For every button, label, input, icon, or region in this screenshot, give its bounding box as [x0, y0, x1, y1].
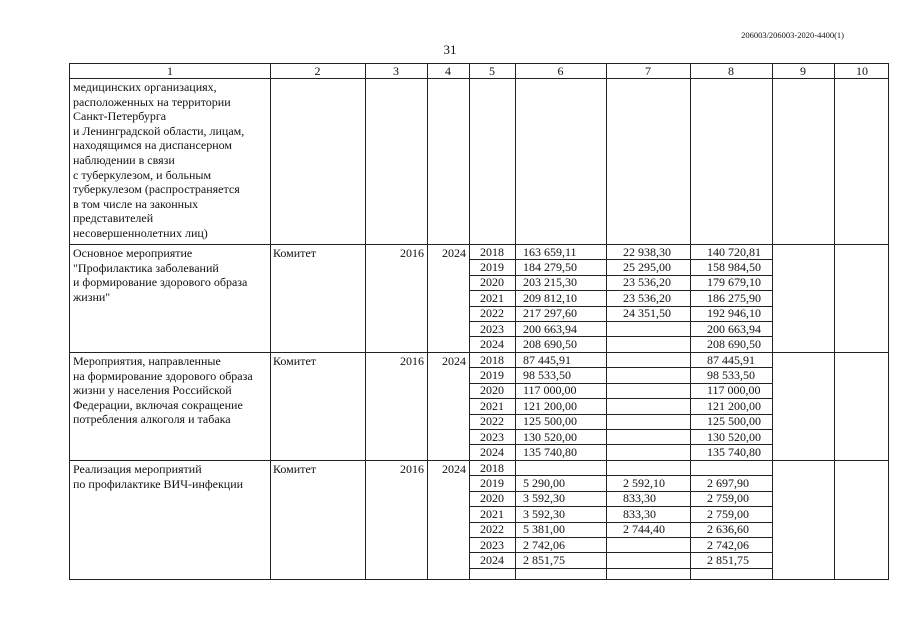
year-cell: 2021 [480, 398, 504, 413]
column-header-8: 8 [728, 64, 734, 78]
regional-amount: 87 445,91 [707, 352, 755, 367]
year-cell: 2018 [480, 460, 504, 475]
start-year: 2016 [400, 462, 424, 476]
year-cell: 2024 [480, 336, 504, 351]
total-amount: 203 215,30 [523, 275, 577, 290]
column-header-2: 2 [314, 64, 321, 78]
federal-amount: 25 295,00 [623, 259, 671, 274]
start-year: 2016 [400, 354, 424, 368]
total-amount: 125 500,00 [523, 414, 577, 429]
event-name: Мероприятия, направленные на формирование здорового образа жизни у населения Российской Федерации, включая сокращение потребления алкоголя и табака [73, 354, 253, 427]
regional-amount: 98 533,50 [707, 367, 755, 382]
column-header-3: 3 [393, 64, 399, 78]
column-divider [427, 64, 428, 579]
total-amount: 98 533,50 [523, 367, 571, 382]
year-cell: 2024 [480, 552, 504, 567]
end-year: 2024 [442, 462, 466, 476]
year-cell: 2022 [480, 306, 504, 321]
column-header-7: 7 [645, 64, 651, 78]
federal-amount: 22 938,30 [623, 244, 671, 259]
regional-amount: 121 200,00 [707, 398, 761, 413]
page-number: 31 [443, 42, 457, 57]
year-cell: 2023 [480, 429, 504, 444]
year-cell: 2020 [480, 491, 504, 506]
total-amount: 130 520,00 [523, 429, 577, 444]
year-cell: 2024 [480, 444, 504, 459]
year-cell: 2019 [480, 259, 504, 274]
year-row-divider [469, 568, 772, 569]
end-year: 2024 [442, 246, 466, 260]
federal-amount: 23 536,20 [623, 290, 671, 305]
regional-amount: 2 759,00 [707, 506, 749, 521]
event-name: Основное мероприятие "Профилактика заболеваний и формирование здорового образа жизни" [73, 246, 248, 304]
header-divider [70, 78, 888, 79]
column-header-6: 6 [557, 64, 564, 78]
regional-amount: 200 663,94 [707, 321, 761, 336]
total-amount: 3 592,30 [523, 491, 565, 506]
total-amount: 5 290,00 [523, 475, 565, 490]
column-divider [270, 64, 271, 579]
regional-amount: 125 500,00 [707, 414, 761, 429]
column-header-4: 4 [445, 64, 451, 78]
total-amount: 5 381,00 [523, 522, 565, 537]
budget-table [69, 63, 889, 580]
continuation-description: медицинских организациях, расположенных на территории Санкт-Петербурга и Ленинградской области, лицам, находящимся на диспансерном наблюдении в связи с туберкулезом, и больным туберкулезом (распространяется в том числе на законных представителей несовершеннолетних лиц) [73, 80, 245, 240]
federal-amount: 24 351,50 [623, 306, 671, 321]
federal-amount: 2 744,40 [623, 522, 665, 537]
total-amount: 184 279,50 [523, 259, 577, 274]
total-amount: 121 200,00 [523, 398, 577, 413]
total-amount: 87 445,91 [523, 352, 571, 367]
regional-amount: 192 946,10 [707, 306, 761, 321]
regional-amount: 2 697,90 [707, 475, 749, 490]
column-divider [834, 64, 835, 579]
column-header-5: 5 [489, 64, 495, 78]
executor: Комитет [273, 354, 317, 368]
total-amount: 209 812,10 [523, 290, 577, 305]
regional-amount: 179 679,10 [707, 275, 761, 290]
year-cell: 2022 [480, 522, 504, 537]
regional-amount: 186 275,90 [707, 290, 761, 305]
total-amount: 117 000,00 [523, 383, 577, 398]
regional-amount: 2 742,06 [707, 537, 749, 552]
total-amount: 163 659,11 [523, 244, 577, 259]
year-cell: 2020 [480, 275, 504, 290]
regional-amount: 140 720,81 [707, 244, 761, 259]
federal-amount: 833,30 [623, 506, 656, 521]
year-cell: 2023 [480, 321, 504, 336]
year-cell: 2021 [480, 290, 504, 305]
total-amount: 2 742,06 [523, 537, 565, 552]
regional-amount: 158 984,50 [707, 259, 761, 274]
year-cell: 2023 [480, 537, 504, 552]
total-amount: 208 690,50 [523, 336, 577, 351]
column-header-10: 10 [856, 64, 868, 78]
regional-amount: 117 000,00 [707, 383, 761, 398]
year-cell: 2019 [480, 475, 504, 490]
total-amount: 217 297,60 [523, 306, 577, 321]
column-divider [772, 64, 773, 579]
total-amount: 135 740,80 [523, 444, 577, 459]
column-divider [365, 64, 366, 579]
year-cell: 2020 [480, 383, 504, 398]
total-amount: 200 663,94 [523, 321, 577, 336]
year-cell: 2018 [480, 352, 504, 367]
end-year: 2024 [442, 354, 466, 368]
regional-amount: 2 851,75 [707, 552, 749, 567]
executor: Комитет [273, 246, 317, 260]
regional-amount: 135 740,80 [707, 444, 761, 459]
federal-amount: 2 592,10 [623, 475, 665, 490]
event-name: Реализация мероприятий по профилактике ВИЧ-инфекции [73, 462, 244, 491]
federal-amount: 833,30 [623, 491, 656, 506]
regional-amount: 2 636,60 [707, 522, 749, 537]
total-amount: 2 851,75 [523, 552, 565, 567]
year-cell: 2018 [480, 244, 504, 259]
federal-amount: 23 536,20 [623, 275, 671, 290]
total-amount: 3 592,30 [523, 506, 565, 521]
executor: Комитет [273, 462, 317, 476]
year-cell: 2021 [480, 506, 504, 521]
regional-amount: 130 520,00 [707, 429, 761, 444]
year-cell: 2022 [480, 414, 504, 429]
year-cell: 2019 [480, 367, 504, 382]
column-header-1: 1 [167, 64, 173, 78]
document-number: 206003/206003-2020-4400(1) [741, 30, 844, 40]
start-year: 2016 [400, 246, 424, 260]
regional-amount: 208 690,50 [707, 336, 761, 351]
column-header-9: 9 [800, 64, 806, 78]
regional-amount: 2 759,00 [707, 491, 749, 506]
